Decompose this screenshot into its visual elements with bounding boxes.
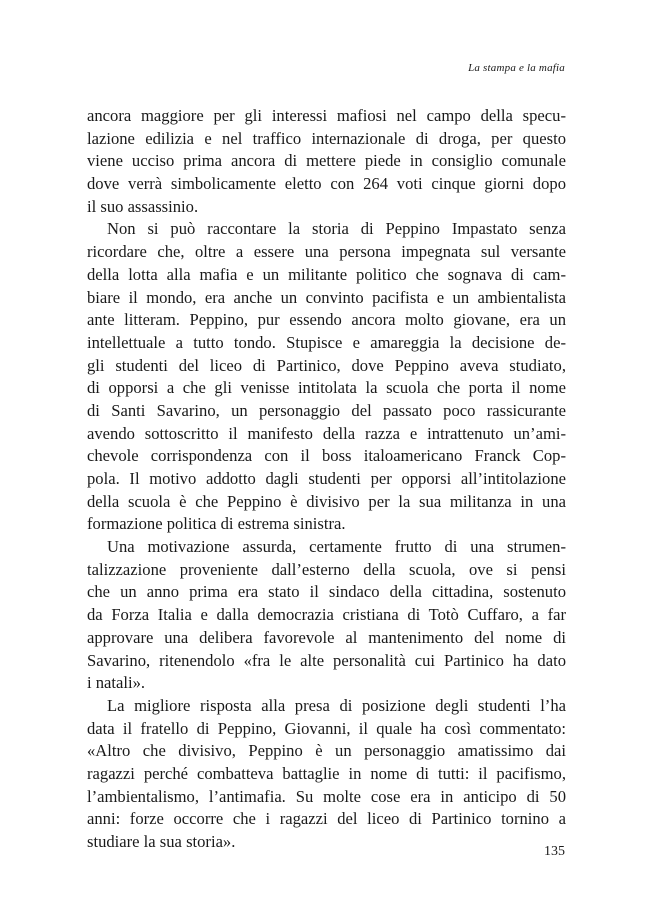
- text-line: anni: forze occorre che i ragazzi del liceo di Partinico tornino a: [87, 809, 566, 829]
- text-line: gli studenti del liceo di Partinico, dove Peppino aveva studiato,: [87, 355, 566, 375]
- text-line: «Altro che divisivo, Peppino è un personaggio amatissimo dai: [87, 741, 566, 761]
- text-line: il suo assassinio.: [87, 196, 199, 216]
- text-line: formazione politica di estrema sinistra.: [87, 514, 346, 534]
- text-line: pola. Il motivo addotto dagli studenti per opporsi all’intitolazione: [87, 469, 566, 488]
- text-line: approvare una delibera favorevole al mantenimento del nome di: [87, 627, 566, 647]
- text-line: i natali».: [87, 673, 146, 693]
- text-line: talizzazione proveniente dall’esterno della scuola, ove si pensi: [87, 559, 566, 579]
- text-line: La migliore risposta alla presa di posizione degli studenti l’ha: [107, 695, 566, 715]
- page-number: 135: [544, 844, 565, 859]
- text-line: data il fratello di Peppino, Giovanni, il quale ha così commentato:: [87, 718, 566, 738]
- text-line: Non si può raccontare la storia di Peppino Impastato senza: [107, 219, 566, 239]
- text-line: biare il mondo, era anche un convinto pacifista e un ambientalista: [87, 287, 566, 307]
- body-text: [87, 105, 566, 854]
- text-line: che un anno prima era stato il sindaco della cittadina, sostenuto: [87, 582, 566, 602]
- text-line: ancora maggiore per gli interessi mafiosi nel campo della specu-: [87, 106, 566, 125]
- text-line: intellettuale a tutto tondo. Stupisce e amareggia la decisione de-: [87, 332, 566, 352]
- text-line: della lotta alla mafia e un militante politico che sognava di cam-: [87, 264, 566, 284]
- text-line: chevole corrispondenza con il boss italoamericano Franck Cop-: [87, 446, 566, 466]
- text-line: lazione edilizia e nel traffico internazionale di droga, per questo: [87, 128, 566, 148]
- text-line: avendo sottoscritto il manifesto della razza e intrattenuto un’ami-: [87, 423, 566, 443]
- text-line: ante litteram. Peppino, pur essendo ancora molto giovane, era un: [87, 310, 566, 330]
- text-line: ragazzi perché combatteva battaglie in nome di tutti: il pacifismo,: [87, 763, 566, 783]
- running-head: La stampa e la mafia: [468, 62, 565, 74]
- text-line: della scuola è che Peppino è divisivo per la sua militanza in una: [87, 491, 566, 511]
- text-line: Savarino, ritenendolo «fra le alte personalità cui Partinico ha dato: [87, 650, 566, 670]
- text-line: da Forza Italia e dalla democrazia cristiana di Totò Cuffaro, a far: [87, 605, 566, 625]
- text-line: studiare la sua storia».: [87, 832, 236, 851]
- text-line: di Santi Savarino, un personaggio del passato poco rassicurante: [87, 400, 566, 420]
- text-line: ricordare che, oltre a essere una persona impegnata sul versante: [87, 242, 566, 262]
- text-line: Una motivazione assurda, certamente frutto di una strumen-: [107, 537, 566, 557]
- text-line: l’ambientalismo, l’antimafia. Su molte cose era in anticipo di 50: [87, 786, 566, 806]
- text-line: viene ucciso prima ancora di mettere piede in consiglio comunale: [87, 151, 566, 171]
- text-line: dove verrà simbolicamente eletto con 264 voti cinque giorni dopo: [87, 174, 566, 194]
- text-line: di opporsi a che gli venisse intitolata la scuola che porta il nome: [87, 378, 566, 398]
